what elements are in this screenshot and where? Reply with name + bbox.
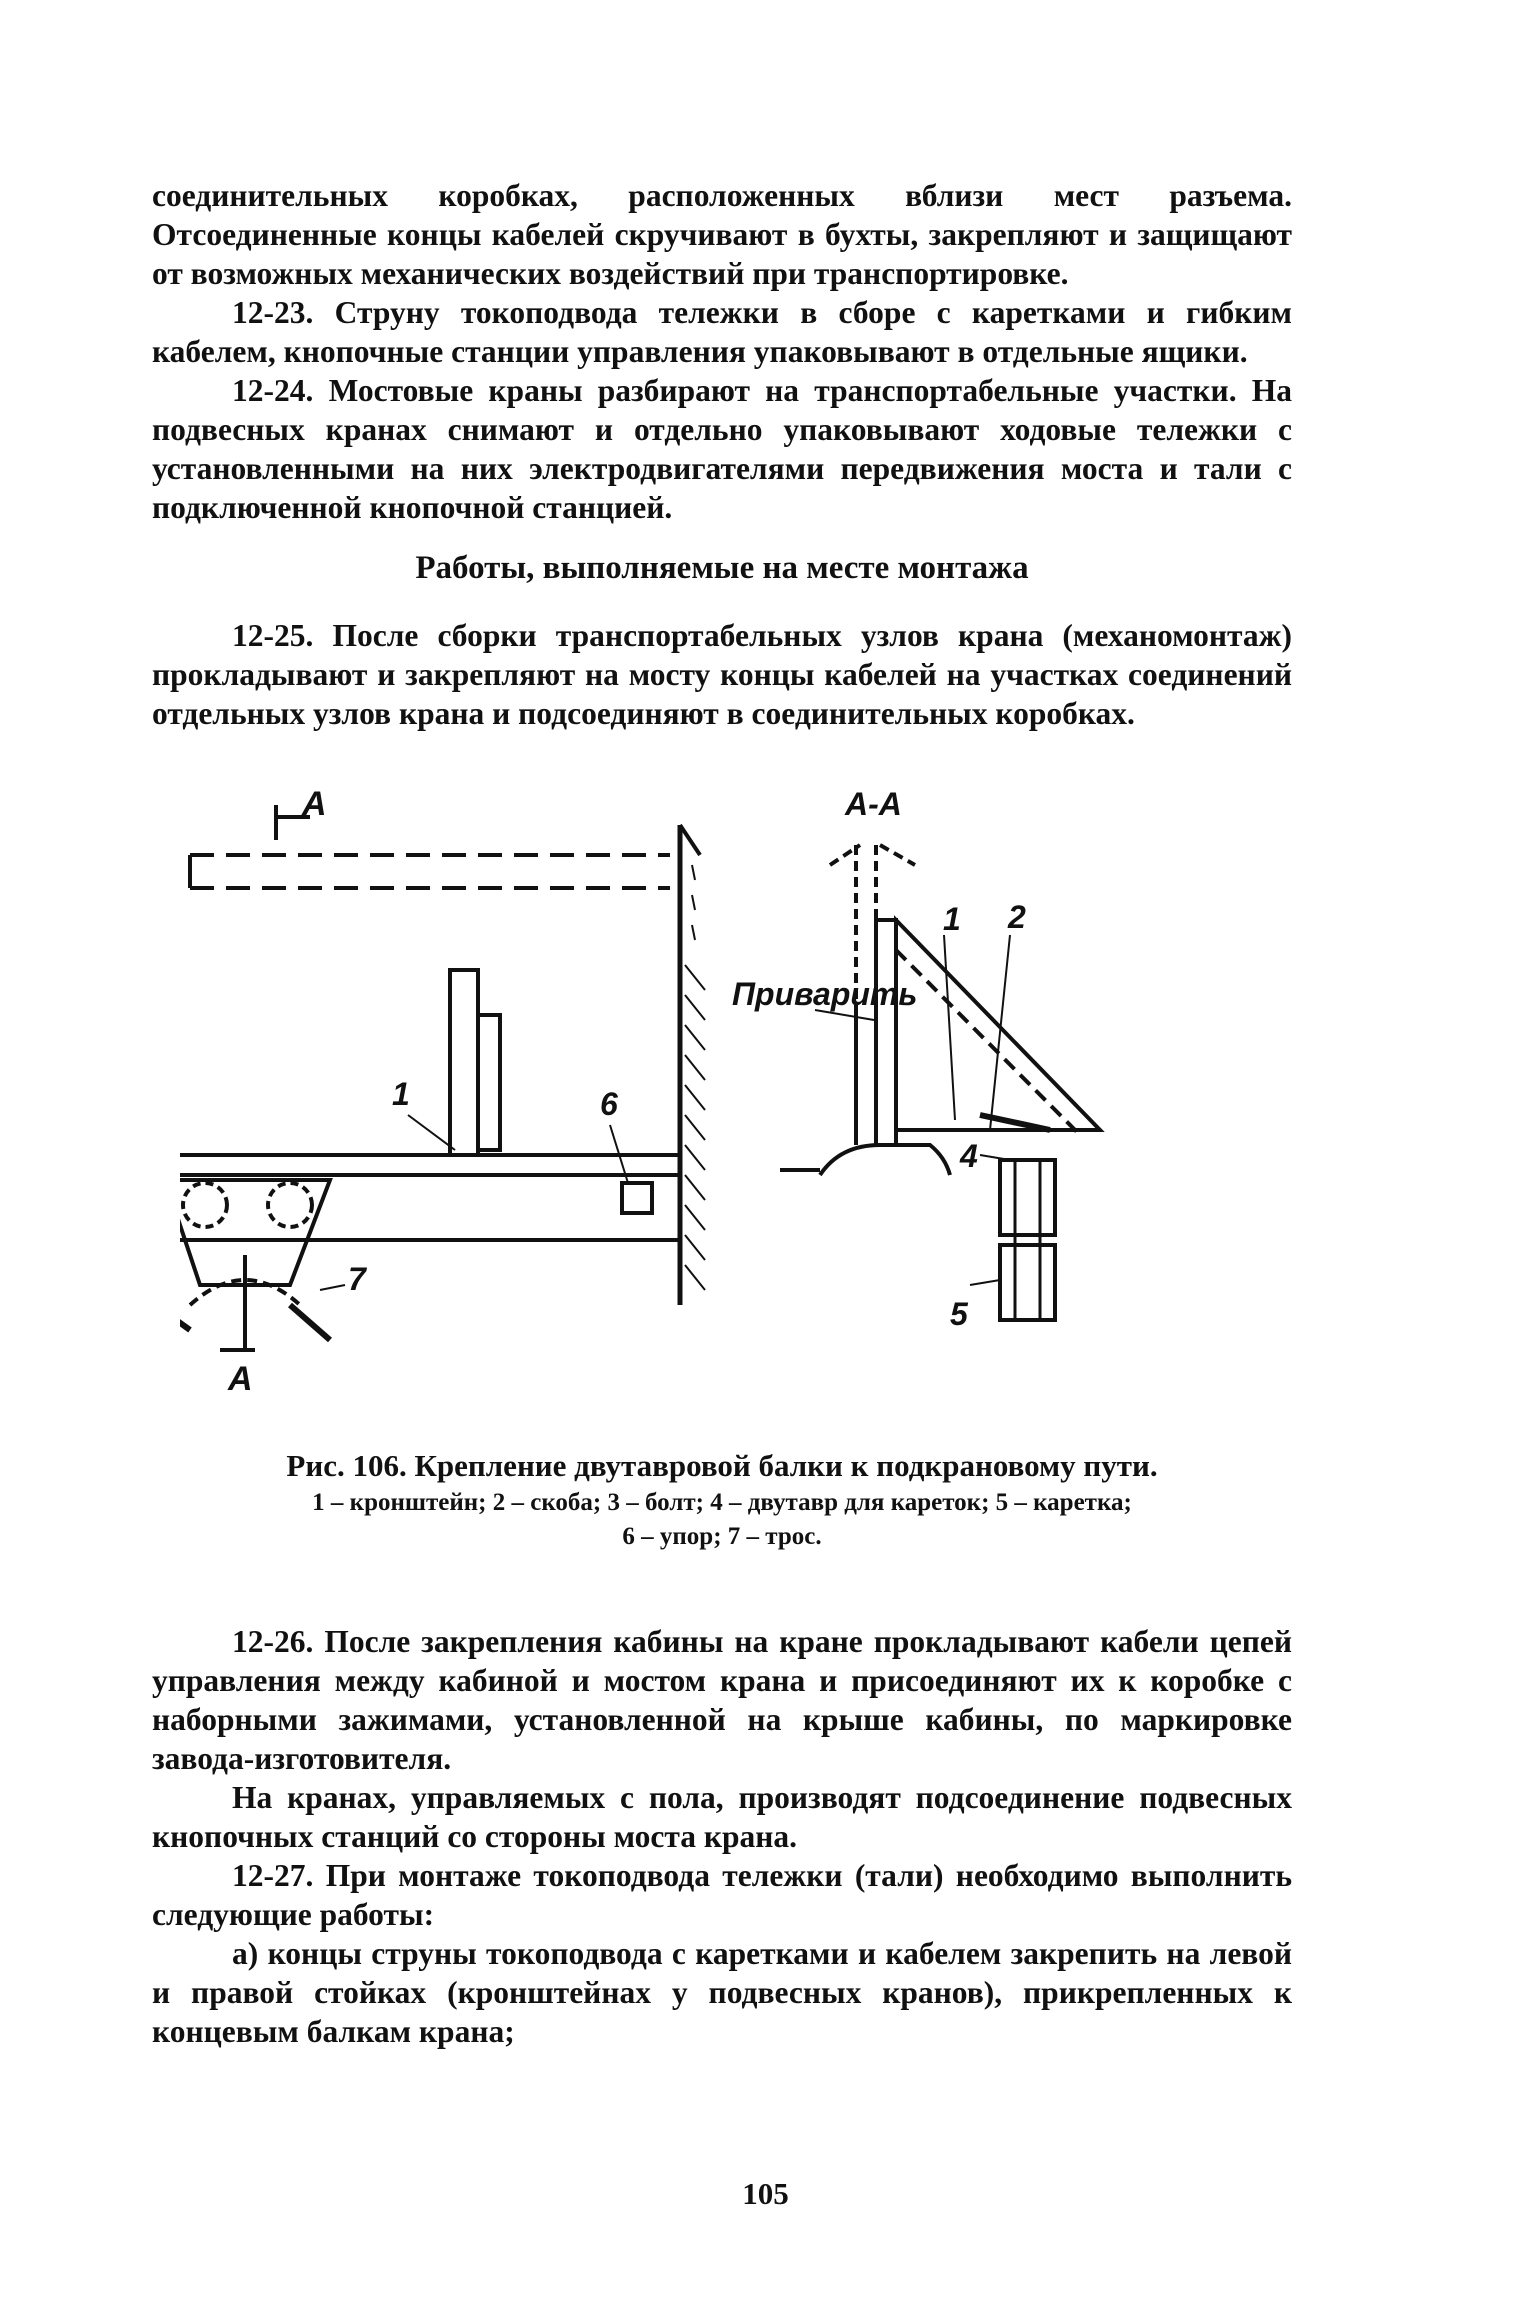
label-1-right: 1 [943, 901, 961, 937]
label-1-left: 1 [392, 1076, 410, 1112]
paragraph-number: 12-23. [232, 295, 314, 330]
bracket-plate [450, 970, 478, 1155]
bracket-vertical [876, 920, 896, 1145]
bracket-triangle [896, 920, 1100, 1130]
carriage-5-upper [1000, 1160, 1055, 1235]
rail-head [820, 1145, 950, 1175]
leader-5 [970, 1280, 1000, 1285]
cable-ends [180, 1305, 330, 1340]
bottom-text [152, 1622, 1292, 2051]
top-text [152, 176, 1292, 527]
label-6: 6 [600, 1086, 618, 1122]
paragraph-12-26: 12-26. После закрепления кабины на кране прокладывают кабели цепей управления между кабиной и мостом крана и присоединяют их к коробке с наборными зажимами, установленной на крыше кабины, по маркировке завода-изготовителя. [152, 1624, 1293, 1776]
figure-caption [152, 1446, 1292, 1554]
caption-legend-2: 6 – упор; 7 – трос. [622, 1523, 822, 1550]
paragraph-12-24: 12-24. Мостовые краны разбирают на транспортабельные участки. На подвесных кранах снимают и отдельно упаковывают ходовые тележки с установленными на них электродвигателями передвижения моста и тали с подключенной кнопочной станцией. [152, 373, 1292, 525]
carriage-5-lower [1000, 1245, 1055, 1320]
technical-drawing [180, 785, 1280, 1445]
section-top [830, 845, 915, 865]
wall-hatching [685, 865, 705, 1290]
bracket-rib [478, 1015, 500, 1150]
paragraph-number: 12-26. [232, 1624, 314, 1659]
paragraph-number: 12-25. [232, 618, 314, 653]
paragraph-number: 12-24. [232, 373, 314, 408]
label-weld: Приварить [732, 976, 918, 1012]
carriage-body [180, 1180, 330, 1285]
leader-7 [320, 1285, 345, 1290]
label-5: 5 [950, 1296, 968, 1332]
label-section: A-A [845, 786, 902, 822]
section-heading: Работы, выполняемые на месте монтажа [415, 550, 1029, 586]
figure-106 [180, 785, 1280, 1445]
paragraph-number: 12-27. [232, 1858, 314, 1893]
page-number: 105 [742, 2176, 789, 2211]
paragraph-continuation: соединительных коробках, расположенных вблизи мест разъема. Отсоединенные концы кабелей скручивают в бухты, закрепляют и защищают от возможных механических воздействий при транспортировке. [152, 178, 1292, 291]
carriage-wheel-left [183, 1183, 227, 1227]
carriage-wheel-right [268, 1183, 312, 1227]
label-7: 7 [348, 1261, 366, 1297]
label-a-top: A [302, 785, 327, 823]
label-a-bottom: A [228, 1360, 253, 1398]
leader-1-left [408, 1115, 455, 1150]
i-beam [180, 1155, 680, 1240]
wall-top-tick [680, 825, 700, 855]
rail-web-solid [856, 1005, 876, 1145]
caption-title: Рис. 106. Крепление двутавровой балки к подкрановому пути. [286, 1448, 1158, 1483]
label-2: 2 [1008, 899, 1026, 935]
stop-6 [622, 1183, 652, 1213]
rail-web [856, 845, 876, 1105]
paragraph-item-a: а) концы струны токоподвода с каретками и кабелем закрепить на левой и правой стойках (кронштейнах у подвесных кранов), прикрепленных к концевым балкам крана; [152, 1936, 1292, 2049]
paragraph-12-25-block [152, 616, 1292, 733]
paragraph-12-25: 12-25. После сборки транспортабельных узлов крана (механомонтаж) прокладывают и закрепляют на мосту концы кабелей на участках соединений отдельных узлов крана и подсоединяют в соединительных коробках. [152, 618, 1292, 731]
brace-dashed [896, 950, 1080, 1135]
label-4: 4 [960, 1138, 978, 1174]
caption-legend-1: 1 – кронштейн; 2 – скоба; 3 – болт; 4 – двутавр для кареток; 5 – каретка; [312, 1489, 1132, 1516]
section-arrow-bottom [220, 1255, 255, 1350]
paragraph-pendant: На кранах, управляемых с пола, производят подсоединение подвесных кнопочных станций со стороны моста крана. [152, 1780, 1292, 1854]
paragraph-12-23: 12-23. Струну токоподвода тележки в сборе с каретками и гибким кабелем, кнопочные станции управления упаковывают в отдельные ящики. [152, 295, 1293, 369]
paragraph-12-27: 12-27. При монтаже токоподвода тележки (тали) необходимо выполнить следующие работы: [152, 1858, 1292, 1932]
leader-4 [980, 1155, 1010, 1160]
